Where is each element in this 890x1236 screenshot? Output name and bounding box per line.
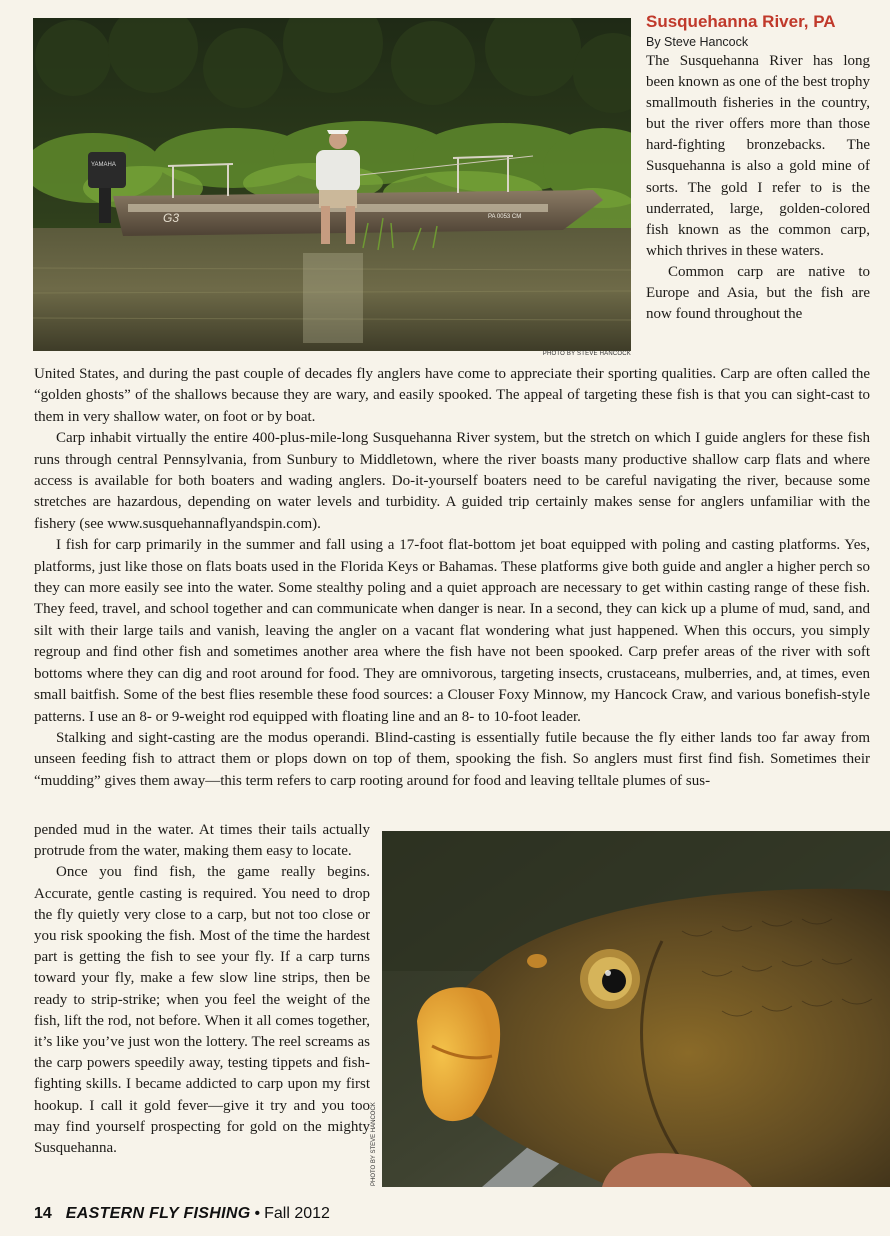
paragraph-5-continued: pended mud in the water. At times their tails actually protrude from the water, making them easy to locate. xyxy=(34,822,370,860)
carp-photo-image xyxy=(382,831,890,1187)
right-column xyxy=(646,11,870,325)
boat-photo xyxy=(33,18,631,351)
article-byline: By Steve Hancock xyxy=(646,35,749,49)
full-width-column xyxy=(34,364,870,792)
lower-left-column xyxy=(34,820,370,1159)
footer-separator: • xyxy=(254,1205,261,1222)
boat-registration-label: PA 0053 CM xyxy=(488,214,522,220)
boat-photo-image xyxy=(33,18,631,351)
fish-photo-credit xyxy=(369,1100,379,1186)
boat-brand-label: G3 xyxy=(163,211,180,225)
paragraph-2-continued: United States, and during the past couple of decades fly anglers have come to appreciate their sporting qualities. Carp are often called the “golden ghosts” of the shallows because they are wary, and easily spooked. The appeal of targeting these fish is that you can sight-cast to them in very shallow water, on foot or by boat. xyxy=(34,366,870,425)
top-photo-credit: PHOTO BY STEVE HANCOCK xyxy=(542,351,631,357)
issue-date: Fall 2012 xyxy=(264,1205,330,1222)
motor-brand-label: YAMAHA xyxy=(91,162,116,168)
magazine-name: EASTERN FLY FISHING xyxy=(65,1205,251,1222)
paragraph-1: The Susquehanna River has long been known as one of the best trophy smallmouth fisheries in the country, but the river offers more than those hard-fighting bronzebacks. The Susquehanna is also a gold mine of sorts. The gold I refer to is the underrated, large, golden-colored fish known as the common carp, which thrives in these waters. xyxy=(646,53,870,259)
page-number: 14 xyxy=(34,1205,52,1222)
paragraph-3: Carp inhabit virtually the entire 400-plus-mile-long Susquehanna River system, but the stretch on which I guide anglers for these fish runs through central Pennsylvania, from Sunbury to Middletown, where the river boasts many productive shallow carp flats and where access is available for both boaters and wading anglers. Do-it-yourself boaters need to be careful navigating the river, because some stretches are hazardous, depending on water levels and turbidity. A guided trip certainly makes sense for anglers unfamiliar with the fishery (see www.susquehannaflyandspin.com). xyxy=(34,430,870,532)
fish-photo-credit-text: PHOTO BY STEVE HANCOCK xyxy=(371,1102,377,1186)
paragraph-5: Stalking and sight-casting are the modus operandi. Blind-casting is essentially futile because the fly either lands too far away from unseen feeding fish to attract them or plops down on top of them, spooking the fish. So anglers must first find fish. Sometimes their “mudding” gives them away—this term refers to carp rooting around for food and leaving telltale plumes of sus- xyxy=(34,729,870,789)
paragraph-4: I fish for carp primarily in the summer and fall using a 17-foot flat-bottom jet boat equipped with poling and casting platforms. Yes, platforms, just like those on flats boats used in the Florida Keys or Bahamas. These platforms give both guide and angler a higher perch so they can more easily see into the water. Some stealthy poling and a quiet approach are necessary to get within casting range of these fish. They feed, travel, and school together and can communicate when danger is near. In a second, they can kick up a plume of mud, sand, and silt with their large tails and vanish, leaving the angler on a vacant flat wondering what just happened. When this occurs, you simply regroup and find other fish and sometimes another area where the fish have not been spooked. Carp prefer areas of the river with soft bottoms where they can dig and root around for food. They are omnivorous, targeting insects, crustaceans, mulberries, and, at times, even small baitfish. Some of the best flies resemble these food sources: a Clouser Foxy Minnow, my Hancock Craw, and various bonefish-style patterns. I use an 8- or 9-weight rod equipped with floating line and an 8- to 10-foot leader. xyxy=(34,537,870,725)
article-title: Susquehanna River, PA xyxy=(646,12,836,31)
paragraph-6: Once you find fish, the game really begins. Accurate, gentle casting is required. You need to drop the fly quietly very close to a carp, but not too close or you risk spooking the fish. Most of the time the hardest part is getting the fish to see your fly. If a carp turns toward your fly, make a few slow line strips, then be ready to strip-strike; when you feel the weight of the fish, lift the rod, not before. When it all comes together, it’s like you’ve just won the lottery. The reel screams as the carp powers speedily away, testing tippets and fish-fighting skills. I became addicted to carp upon my first hookup. I call it gold fever—give it try and you too may find yourself prospecting for gold on the mighty Susquehanna. xyxy=(34,864,370,1157)
carp-photo xyxy=(382,831,890,1187)
paragraph-2-start: Common carp are native to Europe and Asia, but the fish are now found throughout the xyxy=(646,263,870,323)
page-footer xyxy=(34,1205,330,1229)
